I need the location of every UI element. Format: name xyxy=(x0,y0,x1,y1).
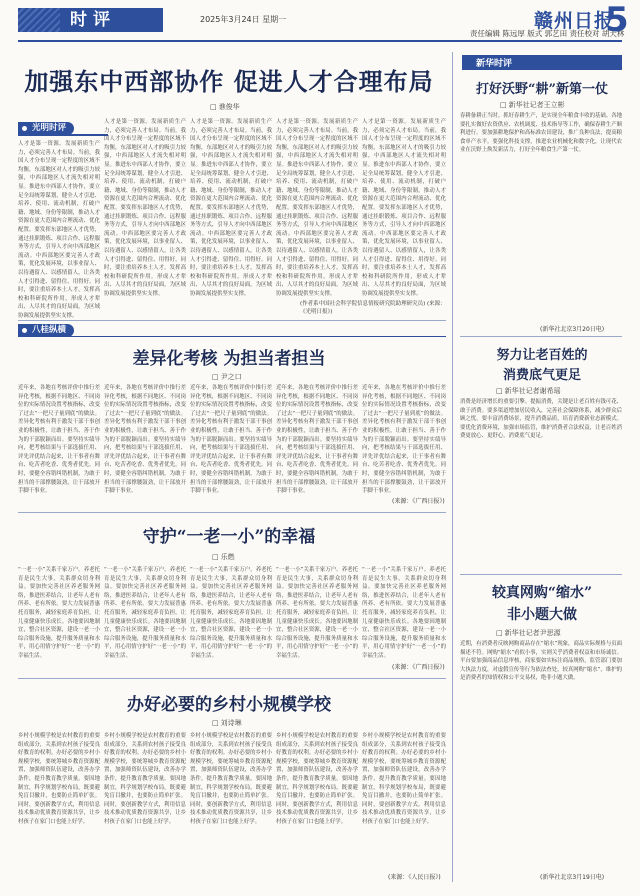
lead-body-col5: 人才是第一资源。发展新质生产力，必须完善人才布局。当前，我国人才分布呈现一定程度的区域不均衡，东部地区对人才的吸引力较强，中西部地区人才流失相对明显。推进东中西部人才协作，要立足全局统筹谋划，健全人才引进、培养、使用、流动机制，打破户籍、地域、身份等限制，推动人才资源在更大范围内合理流动、优化配置。要发挥东部地区人才优势，通过挂职锻炼、项目合作、远程服务等方式，引导人才向中西部地区流动。中西部地区要完善人才政策，优化发展环境，以事业留人、以待遇留人、以感情留人，让各类人才引得进、留得住、用得好。同时，要注重培养本土人才，发挥高校和科研院所作用，形成人才辈出、人尽其才的良好局面，为区域协调发展提供坚实支撑。 xyxy=(362,119,446,297)
masthead xyxy=(0,0,640,46)
bagui-byline: □ 尹之口 xyxy=(212,372,242,382)
divider-laobaixing-wanggou xyxy=(460,574,622,575)
laobaixing-headline-line2: 消费底气更足 xyxy=(502,368,581,383)
section-title: 时评 xyxy=(70,10,116,30)
xiaoxue-body-col2: 乡村小规模学校是农村教育的重要组成部分，关系到农村孩子接受良好教育的权利。办好必要的乡村小规模学校，要统筹城乡教育资源配置，加强师资队伍建设，改善办学条件，提升教育教学质量。要因地制宜，科学规划学校布局，既要避免盲目撤并，也要防止简单扩张。同时，要创新教学方式，利用信息技术推动优质教育资源共享，让乡村孩子在家门口也能上好学。 xyxy=(104,733,186,825)
divider-bagui-yilao xyxy=(18,512,446,513)
laobaixing-byline: □ 新华社记者谢希瑶 xyxy=(496,386,561,396)
bagui-body-col5: 近年来，各地在考核评价中推行差异化考核，根据不同地区、不同岗位的实际情况设置考核指标，改变了过去“一把尺子量到底”的做法。差异化考核有利于激发干部干事创业的积极性，让敢于担当、善于作为的干部脱颖而出。要坚持实绩导向，把考核结果与干部选拔任用、评先评优结合起来，让干事者有舞台、吃苦者吃香、优秀者优先。同时，要健全容错纠错机制，为敢于担当的干部撑腰鼓劲，让干部放开手脚干事业。 xyxy=(362,385,446,495)
bagui-tag-rule xyxy=(18,336,446,337)
xinhua-byline: □ 新华社记者王立彬 xyxy=(500,100,565,110)
yilao-body-col5: “一老一小”关系千家万户。养老托育是民生大事，关系群众切身利益。要加快完善社区养老服务网络，推进医养结合，让老年人老有所养、老有所依。要大力发展普惠托育服务，减轻家庭养育负担，让儿童健康快乐成长。各地要因地制宜，整合社区资源，建设一老一小综合服务设施，提升服务质量和水平，用心用情守护好“一老一小”的幸福生活。 xyxy=(362,567,446,659)
divider-xinhua-laobaixing xyxy=(460,336,622,337)
xinhua-banner xyxy=(462,55,622,70)
laobaixing-headline-line1: 努力让老百姓的 xyxy=(496,348,588,363)
section-banner-stripes xyxy=(18,8,60,32)
xiaoxue-byline: □ 刘诗琳 xyxy=(212,718,242,728)
bagui-source: (来源：《广西日报》) xyxy=(392,498,445,505)
editorial-staff: 责任编辑 陈远厚 版式 郭艺田 责任校对 胡天林 xyxy=(470,29,625,38)
yilao-headline: 守护“一老一小”的幸福 xyxy=(142,527,316,547)
xinhua-headline: 打好沃野“耕”新第一仗 xyxy=(476,82,608,97)
divider-yilao-xiaoxue xyxy=(18,678,446,679)
issue-date: 2025年3月24日 星期一 xyxy=(200,15,287,24)
masthead-rule xyxy=(18,40,622,42)
bagui-body-col1: 近年来，各地在考核评价中推行差异化考核，根据不同地区、不同岗位的实际情况设置考核指标，改变了过去“一把尺子量到底”的做法。差异化考核有利于激发干部干事创业的积极性，让敢于担当、善于作为的干部脱颖而出。要坚持实绩导向，把考核结果与干部选拔任用、评先评优结合起来，让干事者有舞台、吃苦者吃香、优秀者优先。同时，要健全容错纠错机制，为敢于担当的干部撑腰鼓劲，让干部放开手脚干事业。 xyxy=(18,385,100,495)
lead-column-tag: 光明时评 xyxy=(18,122,74,135)
lead-byline: □ 谯俊华 xyxy=(210,102,240,112)
lead-body-col4: 人才是第一资源。发展新质生产力，必须完善人才布局。当前，我国人才分布呈现一定程度的区域不均衡，东部地区对人才的吸引力较强，中西部地区人才流失相对明显。推进东中西部人才协作，要立足全局统筹谋划，健全人才引进、培养、使用、流动机制，打破户籍、地域、身份等限制，推动人才资源在更大范围内合理流动、优化配置。要发挥东部地区人才优势，通过挂职锻炼、项目合作、远程服务等方式，引导人才向中西部地区流动。中西部地区要完善人才政策，优化发展环境，以事业留人、以待遇留人、以感情留人，让各类人才引得进、留得住、用得好。同时，要注重培养本土人才，发挥高校和科研院所作用，形成人才辈出、人尽其才的良好局面，为区域协调发展提供坚实支撑。 xyxy=(276,119,358,297)
laobaixing-body: 消费是经济增长的重要引擎。提振消费，关键是让老百姓有钱可花、敢于消费。要多渠道增加居民收入，完善社会保障体系，减少群众后顾之忧。要丰富消费场景，提升消费品质，培育消费新业态新模式。要优化消费环境，加强市场监管，维护消费者合法权益，让老百姓消费更放心、更舒心，消费底气更足。 xyxy=(460,399,622,440)
xinhua-source: (新华社北京3月20日电) xyxy=(540,326,605,333)
page-number: 5 xyxy=(605,0,629,40)
xiaoxue-body-col5: 乡村小规模学校是农村教育的重要组成部分，关系到农村孩子接受良好教育的权利。办好必要的乡村小规模学校，要统筹城乡教育资源配置，加强师资队伍建设，改善办学条件，提升教育教学质量。要因地制宜，科学规划学校布局，既要避免盲目撤并，也要防止简单扩张。同时，要创新教学方式，利用信息技术推动优质教育资源共享，让乡村孩子在家门口也能上好学。 xyxy=(362,733,446,825)
xiaoxue-body-col4: 乡村小规模学校是农村教育的重要组成部分，关系到农村孩子接受良好教育的权利。办好必要的乡村小规模学校，要统筹城乡教育资源配置，加强师资队伍建设，改善办学条件，提升教育教学质量。要因地制宜，科学规划学校布局，既要避免盲目撤并，也要防止简单扩张。同时，要创新教学方式，利用信息技术推动优质教育资源共享，让乡村孩子在家门口也能上好学。 xyxy=(276,733,358,825)
yilao-body-col3: “一老一小”关系千家万户。养老托育是民生大事，关系群众切身利益。要加快完善社区养老服务网络，推进医养结合，让老年人老有所养、老有所依。要大力发展普惠托育服务，减轻家庭养育负担，让儿童健康快乐成长。各地要因地制宜，整合社区资源，建设一老一小综合服务设施，提升服务质量和水平，用心用情守护好“一老一小”的幸福生活。 xyxy=(190,567,272,659)
lead-headline: 加强东中西部协作 促进人才合理布局 xyxy=(24,67,434,96)
bagui-body-col4: 近年来，各地在考核评价中推行差异化考核，根据不同地区、不同岗位的实际情况设置考核指标，改变了过去“一把尺子量到底”的做法。差异化考核有利于激发干部干事创业的积极性，让敢于担当、善于作为的干部脱颖而出。要坚持实绩导向，把考核结果与干部选拔任用、评先评优结合起来，让干事者有舞台、吃苦者吃香、优秀者优先。同时，要健全容错纠错机制，为敢于担当的干部撑腰鼓劲，让干部放开手脚干事业。 xyxy=(276,385,358,495)
lead-tag-rule xyxy=(18,134,108,136)
wanggou-headline-line1: 较真网购“缩水” xyxy=(491,585,593,601)
yilao-body-col1: “一老一小”关系千家万户。养老托育是民生大事，关系群众切身利益。要加快完善社区养老服务网络，推进医养结合，让老年人老有所养、老有所依。要大力发展普惠托育服务，减轻家庭养育负担，让儿童健康快乐成长。各地要因地制宜，整合社区资源，建设一老一小综合服务设施，提升服务质量和水平，用心用情守护好“一老一小”的幸福生活。 xyxy=(18,567,100,659)
column-divider xyxy=(452,52,453,882)
yilao-body-col4: “一老一小”关系千家万户。养老托育是民生大事，关系群众切身利益。要加快完善社区养老服务网络，推进医养结合，让老年人老有所养、老有所依。要大力发展普惠托育服务，减轻家庭养育负担，让儿童健康快乐成长。各地要因地制宜，整合社区资源，建设一老一小综合服务设施，提升服务质量和水平，用心用情守护好“一老一小”的幸福生活。 xyxy=(276,567,358,659)
bagui-headline: 差异化考核 为担当者担当 xyxy=(132,349,326,369)
xiaoxue-source: (来源：《人民日报》) xyxy=(388,874,441,881)
bagui-column-tag: 八桂纵横 xyxy=(18,324,74,337)
wanggou-byline: □ 新华社记者尹思源 xyxy=(496,628,561,638)
lead-source: (作者系中国社会科学院信息情报研究院助理研究员) (来源：《光明日报》) xyxy=(300,301,446,315)
yilao-byline: □ 乐燃 xyxy=(212,552,235,562)
yilao-body-col2: “一老一小”关系千家万户。养老托育是民生大事，关系群众切身利益。要加快完善社区养老服务网络，推进医养结合，让老年人老有所养、老有所依。要大力发展普惠托育服务，减轻家庭养育负担，让儿童健康快乐成长。各地要因地制宜，整合社区资源，建设一老一小综合服务设施，提升服务质量和水平，用心用情守护好“一老一小”的幸福生活。 xyxy=(104,567,186,659)
xiaoxue-body-col1: 乡村小规模学校是农村教育的重要组成部分，关系到农村孩子接受良好教育的权利。办好必要的乡村小规模学校，要统筹城乡教育资源配置，加强师资队伍建设，改善办学条件，提升教育教学质量。要因地制宜，科学规划学校布局，既要避免盲目撤并，也要防止简单扩张。同时，要创新教学方式，利用信息技术推动优质教育资源共享，让乡村孩子在家门口也能上好学。 xyxy=(18,733,100,825)
lead-body-col3: 人才是第一资源。发展新质生产力，必须完善人才布局。当前，我国人才分布呈现一定程度的区域不均衡，东部地区对人才的吸引力较强，中西部地区人才流失相对明显。推进东中西部人才协作，要立足全局统筹谋划，健全人才引进、培养、使用、流动机制，打破户籍、地域、身份等限制，推动人才资源在更大范围内合理流动、优化配置。要发挥东部地区人才优势，通过挂职锻炼、项目合作、远程服务等方式，引导人才向中西部地区流动。中西部地区要完善人才政策，优化发展环境，以事业留人、以待遇留人、以感情留人，让各类人才引得进、留得住、用得好。同时，要注重培养本土人才，发挥高校和科研院所作用，形成人才辈出、人尽其才的良好局面，为区域协调发展提供坚实支撑。 xyxy=(190,119,272,297)
xiaoxue-headline: 办好必要的乡村小规模学校 xyxy=(127,695,331,715)
wanggou-body: 近期，有消费者反映网购商品存在“缩水”现象，商品实际规格与页面描述不符。网购“缩水”看似小事，实则关乎消费者权益和市场诚信。平台要加强商品信息审核，商家要如实标注商品规格，监管部门要加大执法力度，对虚假宣传等行为依法查处。较真网购“缩水”，维护的是消费者的知情权和公平交易权，绝非小题大做。 xyxy=(460,641,622,682)
xiaoxue-body-col3: 乡村小规模学校是农村教育的重要组成部分，关系到农村孩子接受良好教育的权利。办好必要的乡村小规模学校，要统筹城乡教育资源配置，加强师资队伍建设，改善办学条件，提升教育教学质量。要因地制宜，科学规划学校布局，既要避免盲目撤并，也要防止简单扩张。同时，要创新教学方式，利用信息技术推动优质教育资源共享，让乡村孩子在家门口也能上好学。 xyxy=(190,733,272,825)
xinhua-body: 春耕备耕正当时。抓好春耕生产，是实现全年粮食丰收的基础。各地要扎实做好农资供应、农机调度、技术指导等工作，确保春耕生产顺利进行。要加强耕地保护和高标准农田建设，推广良种良法，提高粮食单产水平。要强化科技支撑，推进农业机械化和数字化，让现代农业在沃野上焕发新活力，打好全年粮食生产第一仗。 xyxy=(460,113,622,154)
divider-lead-bagui xyxy=(18,320,446,321)
bagui-body-col3: 近年来，各地在考核评价中推行差异化考核，根据不同地区、不同岗位的实际情况设置考核指标，改变了过去“一把尺子量到底”的做法。差异化考核有利于激发干部干事创业的积极性，让敢于担当、善于作为的干部脱颖而出。要坚持实绩导向，把考核结果与干部选拔任用、评先评优结合起来，让干事者有舞台、吃苦者吃香、优秀者优先。同时，要健全容错纠错机制，为敢于担当的干部撑腰鼓劲，让干部放开手脚干事业。 xyxy=(190,385,272,495)
bagui-body-col2: 近年来，各地在考核评价中推行差异化考核，根据不同地区、不同岗位的实际情况设置考核指标，改变了过去“一把尺子量到底”的做法。差异化考核有利于激发干部干事创业的积极性，让敢于担当、善于作为的干部脱颖而出。要坚持实绩导向，把考核结果与干部选拔任用、评先评优结合起来，让干事者有舞台、吃苦者吃香、优秀者优先。同时，要健全容错纠错机制，为敢于担当的干部撑腰鼓劲，让干部放开手脚干事业。 xyxy=(104,385,186,495)
yilao-source: (来源：《广西日报》) xyxy=(392,664,445,671)
wanggou-headline-line2: 非小题大做 xyxy=(507,607,577,623)
xinhua-banner-label: 新华时评 xyxy=(476,59,513,69)
wanggou-source: (新华社北京3月19日电) xyxy=(540,874,605,881)
lead-body-col2: 人才是第一资源。发展新质生产力，必须完善人才布局。当前，我国人才分布呈现一定程度的区域不均衡，东部地区对人才的吸引力较强，中西部地区人才流失相对明显。推进东中西部人才协作，要立足全局统筹谋划，健全人才引进、培养、使用、流动机制，打破户籍、地域、身份等限制，推动人才资源在更大范围内合理流动、优化配置。要发挥东部地区人才优势，通过挂职锻炼、项目合作、远程服务等方式，引导人才向中西部地区流动。中西部地区要完善人才政策，优化发展环境，以事业留人、以待遇留人、以感情留人，让各类人才引得进、留得住、用得好。同时，要注重培养本土人才，发挥高校和科研院所作用，形成人才辈出、人尽其才的良好局面，为区域协调发展提供坚实支撑。 xyxy=(104,119,186,297)
lead-body-col1: 人才是第一资源。发展新质生产力，必须完善人才布局。当前，我国人才分布呈现一定程度的区域不均衡，东部地区对人才的吸引力较强，中西部地区人才流失相对明显。推进东中西部人才协作，要立足全局统筹谋划，健全人才引进、培养、使用、流动机制，打破户籍、地域、身份等限制，推动人才资源在更大范围内合理流动、优化配置。要发挥东部地区人才优势，通过挂职锻炼、项目合作、远程服务等方式，引导人才向中西部地区流动。中西部地区要完善人才政策，优化发展环境，以事业留人、以待遇留人、以感情留人，让各类人才引得进、留得住、用得好。同时，要注重培养本土人才，发挥高校和科研院所作用，形成人才辈出、人尽其才的良好局面，为区域协调发展提供坚实支撑。 xyxy=(18,141,100,319)
newspaper-logo: 赣州日报 xyxy=(534,10,615,32)
